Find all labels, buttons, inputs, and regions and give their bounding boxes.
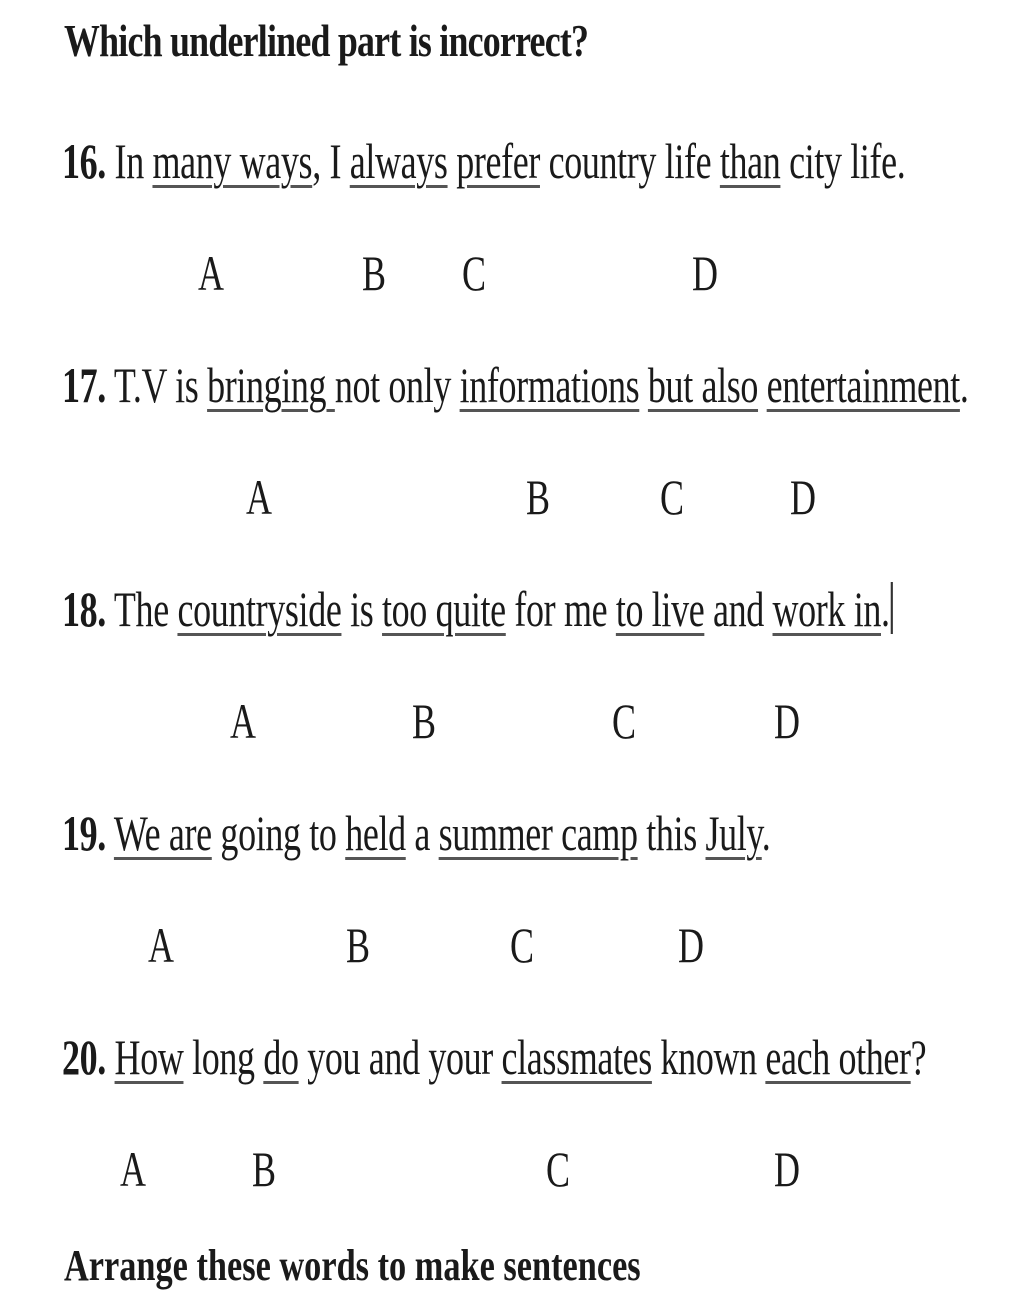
question-number: 17. [62,357,106,413]
option-c-text: to live [615,581,705,637]
option-b-text: always [349,133,448,189]
question-19 [62,804,770,862]
option-d-text: each other [765,1029,911,1085]
option-b-label: B [412,693,437,749]
instruction-heading: Which underlined part is incorrect? [64,15,589,66]
option-d-label: D [774,1141,800,1197]
sentence-text: In [114,133,153,189]
question-16 [62,132,905,190]
next-section-heading: Arrange these words to make sentences [64,1241,641,1290]
sentence-text: ? [910,1029,927,1085]
option-d-label: D [774,693,800,749]
option-b-text: held [345,805,406,861]
option-a-text: We are [113,805,212,861]
question-18 [62,580,893,638]
question-number: 20. [62,1029,106,1085]
option-c-text: summer camp [438,805,638,861]
question-number: 18. [62,581,106,637]
sentence-text: . [761,805,771,861]
option-a-text: bringing [207,357,335,413]
sentence-text: country life [539,133,720,189]
option-c-label: C [546,1141,571,1197]
option-c-label: C [612,693,637,749]
sentence-text: The [113,581,178,637]
question-number: 16. [62,133,106,189]
sentence-text: a [405,805,439,861]
sentence-text: this [637,805,706,861]
option-b-label: B [252,1141,277,1197]
option-a-label: A [120,1141,146,1197]
sentence-text: and [704,581,773,637]
option-a-label: A [148,917,174,973]
sentence-text: for me [505,581,616,637]
sentence-text: known [651,1029,766,1085]
option-c-label: C [462,245,487,301]
option-c-text: classmates [501,1029,652,1085]
option-a-text: countryside [177,581,342,637]
option-a-text: many ways [152,133,313,189]
sentence-text: , I [312,133,350,189]
option-b-label: B [346,917,371,973]
sentence-text: . [959,357,969,413]
option-c-text: but also [647,357,759,413]
option-d-text: July [705,805,762,861]
option-d-label: D [678,917,704,973]
option-b-label: B [526,469,551,525]
option-d-label: D [790,469,816,525]
option-b-text: too quite [382,581,506,637]
option-b-text: do [263,1029,299,1085]
option-c-label: C [660,469,685,525]
option-d-text: work in [772,581,881,637]
question-17 [62,356,969,414]
option-b-label: B [362,245,387,301]
option-d-text: than [719,133,781,189]
option-d-label: D [692,245,718,301]
sentence-text: not only [334,357,460,413]
sentence-text [448,133,457,189]
option-a-label: A [246,469,272,525]
sentence-text: going to [211,805,346,861]
sentence-text: T.V is [113,357,208,413]
sentence-text: . [880,581,890,637]
sentence-text: long [183,1029,264,1085]
option-b-text: informations [459,357,640,413]
question-20 [62,1028,926,1086]
option-a-label: A [198,245,224,301]
option-c-label: C [510,917,535,973]
question-number: 19. [62,805,106,861]
sentence-text [639,357,648,413]
sentence-text: is [341,581,383,637]
sentence-text [758,357,767,413]
text-cursor [891,582,893,634]
option-d-text: entertainment [766,357,960,413]
option-a-label: A [230,693,256,749]
sentence-text: city life. [780,133,906,189]
option-a-text: How [114,1029,184,1085]
option-c-text: prefer [456,133,540,189]
sentence-text: you and your [298,1029,502,1085]
